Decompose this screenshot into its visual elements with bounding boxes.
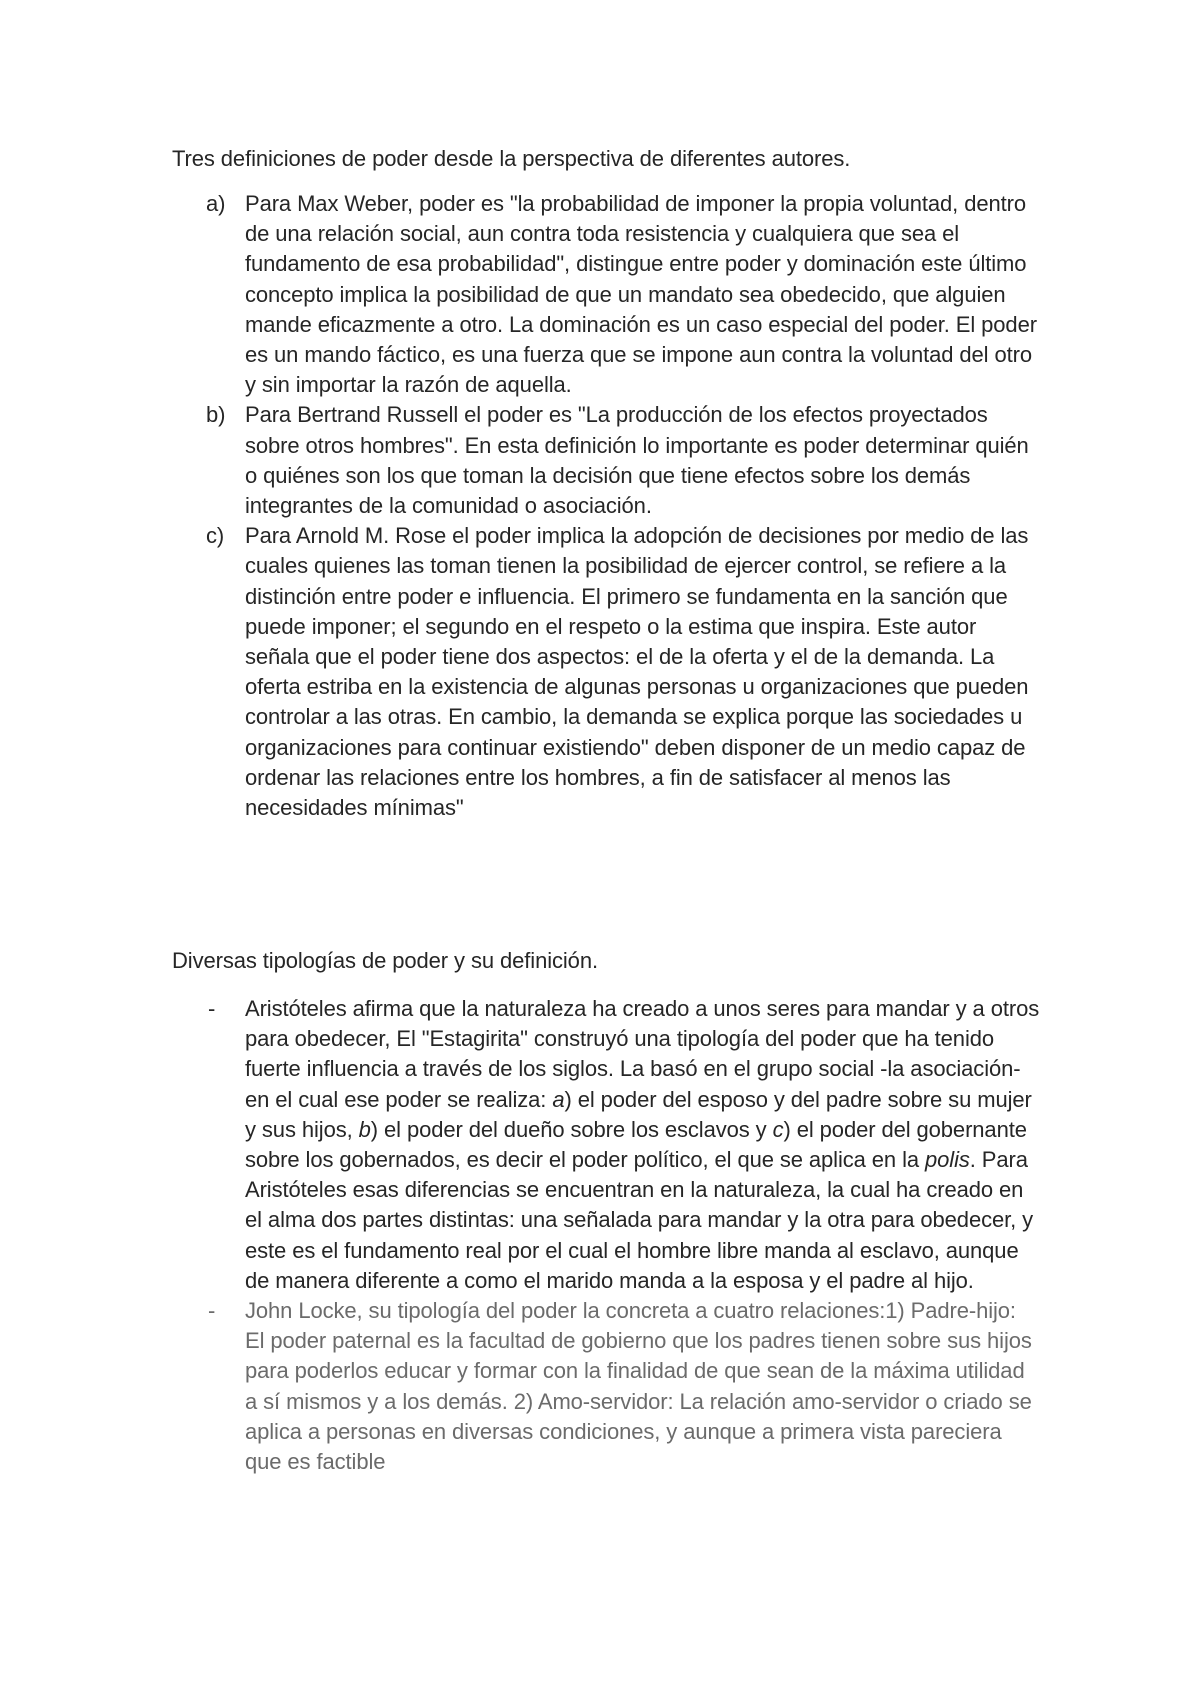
- list-item-rose: [172, 521, 1052, 823]
- list-item-text: Para Arnold M. Rose el poder implica la adopción de decisiones por medio de las cuales quienes las toman tienen la posibilidad de ejercer control, se refiere a la distinción entre poder e influencia. El primero se fundamenta en la sanción que puede imponer; el segundo en el respeto o la estima que inspira. Este autor señala que el poder tiene dos aspectos: el de la oferta y el de la demanda. La oferta estriba en la existencia de algunas personas u organizaciones que pueden controlar a las otras. En cambio, la demanda se explica porque las sociedades u organizaciones para continuar existiendo" deben disponer de un medio capaz de ordenar las relaciones entre los hombres, a fin de satisfacer al menos las necesidades mínimas": [245, 523, 1029, 821]
- list-item-aristoteles: [172, 994, 1052, 1296]
- list-marker: c): [206, 523, 225, 549]
- typologies-list: [172, 994, 1052, 1477]
- list-item-russell: [172, 400, 1052, 521]
- list-item-text: Para Bertrand Russell el poder es "La producción de los efectos proyectados sobre otros hombres". En esta definición lo importante es poder determinar quién o quiénes son los que toman la decisión que tiene efectos sobre los demás integrantes de la comunidad o asociación.: [245, 402, 1029, 519]
- list-item-text: John Locke, su tipología del poder la concreta a cuatro relaciones:1) Padre-hijo: El poder paternal es la facultad de gobierno que los padres tienen sobre sus hijos para poderlos educar y formar con la finalidad de que sean de la máxima utilidad a sí mismos y a los demás. 2) Amo-servidor: La relación amo-servidor o criado se aplica a personas en diversas condiciones, y aunque a primera vista pareciera que es factible: [245, 1298, 1032, 1475]
- section-2-heading: Diversas tipologías de poder y su definición.: [172, 948, 598, 973]
- definitions-list: [172, 189, 1052, 823]
- list-item-text: Para Max Weber, poder es "la probabilidad de imponer la propia voluntad, dentro de una relación social, aun contra toda resistencia y cualquiera que sea el fundamento de esa probabilidad", distingue entre poder y dominación este último concepto implica la posibilidad de que un mandato sea obedecido, que alguien mande eficazmente a otro. La dominación es un caso especial del poder. El poder es un mando fáctico, es una fuerza que se impone aun contra la voluntad del otro y sin importar la razón de aquella.: [245, 191, 1037, 398]
- list-item-weber: [172, 189, 1052, 400]
- list-marker: a): [206, 191, 226, 216]
- list-item-text: Aristóteles afirma que la naturaleza ha creado a unos seres para mandar y a otros para obedecer, El "Estagirita" construyó una tipología del poder que ha tenido fuerte influencia a través de los siglos. La basó en el grupo social -la asociación- en el cual ese poder se realiza: a) el poder del esposo y del padre sobre su mujer y sus hijos, b) el poder del dueño sobre los esclavos y c) el poder del gobernante sobre los gobernados, es decir el poder político, el que se aplica en la polis. Para Aristóteles esas diferencias se encuentran en la naturaleza, la cual ha creado en el alma dos partes distintas: una señalada para mandar y la otra para obedecer, y este es el fundamento real por el cual el hombre libre manda al esclavo, aunque de manera diferente a como el marido manda a la esposa y el padre al hijo.: [245, 996, 1040, 1293]
- section-1-heading: Tres definiciones de poder desde la perspectiva de diferentes autores.: [172, 146, 851, 171]
- bullet-dash: -: [208, 996, 216, 1021]
- list-item-locke: [172, 1296, 1052, 1477]
- bullet-dash: -: [208, 1298, 216, 1324]
- list-marker: b): [206, 402, 226, 428]
